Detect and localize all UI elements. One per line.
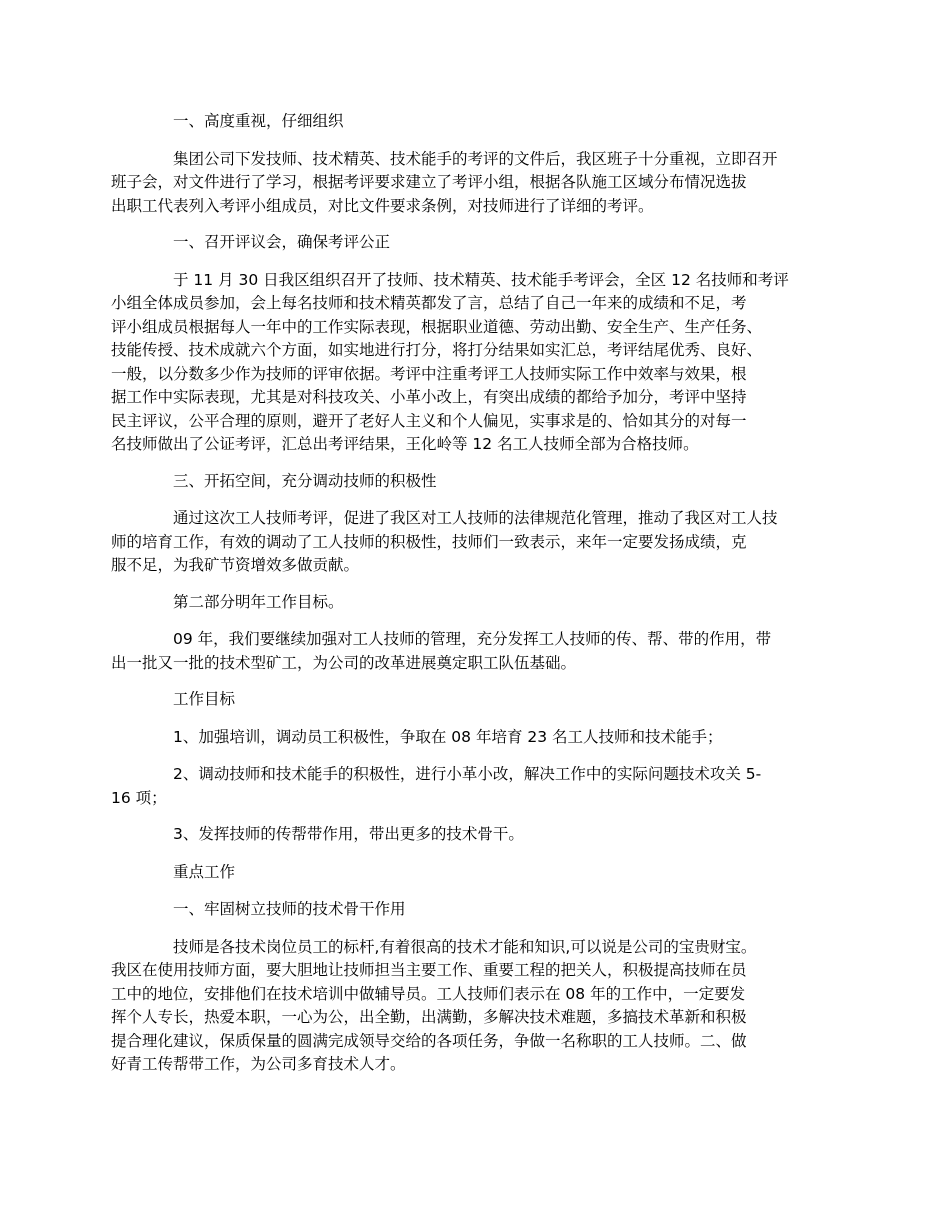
paragraph-line: 挥个人专长，热爱本职，一心为公，出全勤，出满勤，多解决技术难题，多搞技术革新和积极 xyxy=(111,1008,747,1026)
paragraph-line: 我区在使用技师方面，要大胆地让技师担当主要工作、重要工程的把关人，积极提高技师在员 xyxy=(111,961,747,979)
section-heading: 一、牢固树立技师的技术骨干作用 xyxy=(173,900,406,918)
paragraph-line: 集团公司下发技师、技术精英、技术能手的考评的文件后，我区班子十分重视，立即召开 xyxy=(173,149,778,168)
paragraph-line: 服不足，为我矿节资增效多做贡献。 xyxy=(111,556,360,574)
paragraph-line: 工中的地位，安排他们在技术培训中做辅导员。工人技师们表示在 08 年的工作中，一定要发 xyxy=(111,984,746,1003)
section-heading: 第二部分明年工作目标。 xyxy=(173,592,344,611)
paragraph-line: 班子会，对文件进行了学习，根据考评要求建立了考评小组，根据各队施工区域分布情况选拔 xyxy=(111,173,747,191)
paragraph xyxy=(111,269,822,457)
paragraph-line: 小组全体成员参加，会上每名技师和技术精英都发了言，总结了自己一年来的成绩和不足，考 xyxy=(111,294,747,312)
paragraph xyxy=(111,936,822,1077)
paragraph-line: 名技师做出了公证考评，汇总出考评结果，王化岭等 12 名工人技师全部为合格技师。 xyxy=(111,435,699,453)
paragraph xyxy=(111,628,822,675)
paragraph-line: 出一批又一批的技术型矿工，为公司的改革进展奠定职工队伍基础。 xyxy=(111,653,577,672)
paragraph-line: 技能传授、技术成就六个方面，如实地进行打分，将打分结果如实汇总，考评结尾优秀、良好、 xyxy=(111,341,763,359)
goal-item xyxy=(111,763,822,810)
paragraph-line: 2、调动技师和技术能手的积极性，进行小革小改，解决工作中的实际问题技术攻关 5- xyxy=(173,765,762,783)
goal-item: 1、加强培训，调动员工积极性，争取在 08 年培育 23 名工人技师和技术能手； xyxy=(173,727,723,746)
paragraph xyxy=(111,148,822,219)
paragraph-line: 一般，以分数多少作为技师的评审依据。考评中注重考评工人技师实际工作中效率与效果，根 xyxy=(111,364,747,383)
section-heading: 重点工作 xyxy=(173,862,236,881)
document-page xyxy=(111,110,822,1090)
paragraph-line: 16 项； xyxy=(111,788,167,807)
goal-item: 3、发挥技师的传帮带作用，带出更多的技术骨干。 xyxy=(173,825,524,843)
paragraph-line: 评小组成员根据每人一年中的工作实际表现，根据职业道德、劳动出勤、安全生产、生产任务、 xyxy=(111,317,763,336)
paragraph-line: 于 11 月 30 日我区组织召开了技师、技术精英、技术能手考评会，全区 12 名技师和考评 xyxy=(173,270,789,289)
paragraph-line: 09 年，我们要继续加强对工人技师的管理，充分发挥工人技师的传、帮、带的作用，带 xyxy=(173,630,772,648)
paragraph xyxy=(111,507,822,578)
paragraph-line: 出职工代表列入考评小组成员，对比文件要求条例，对技师进行了详细的考评。 xyxy=(111,196,654,215)
paragraph-line: 民主评议，公平合理的原则，避开了老好人主义和个人偏见，实事求是的、恰如其分的对每一 xyxy=(111,411,747,430)
paragraph-line: 师的培育工作，有效的调动了工人技师的积极性，技师们一致表示，来年一定要发扬成绩，克 xyxy=(111,532,747,551)
section-heading: 一、召开评议会，确保考评公正 xyxy=(173,233,391,251)
paragraph-line: 提合理化建议，保质保量的圆满完成领导交给的各项任务，争做一名称职的工人技师。二、做 xyxy=(111,1031,747,1050)
paragraph-line: 据工作中实际表现，尤其是对科技攻关、小革小改上，有突出成绩的都给予加分，考评中坚持 xyxy=(111,388,747,406)
paragraph-line: 通过这次工人技师考评，促进了我区对工人技师的法律规范化管理，推动了我区对工人技 xyxy=(173,509,778,527)
paragraph-line: 好青工传帮带工作，为公司多育技术人才。 xyxy=(111,1055,406,1073)
section-heading: 工作目标 xyxy=(173,690,236,708)
paragraph-line: 技师是各技术岗位员工的标杆,有着很高的技术才能和知识,可以说是公司的宝贵财宝。 xyxy=(173,937,757,956)
section-heading: 三、开拓空间，充分调动技师的积极性 xyxy=(173,471,437,490)
section-heading: 一、高度重视，仔细组织 xyxy=(173,112,344,130)
